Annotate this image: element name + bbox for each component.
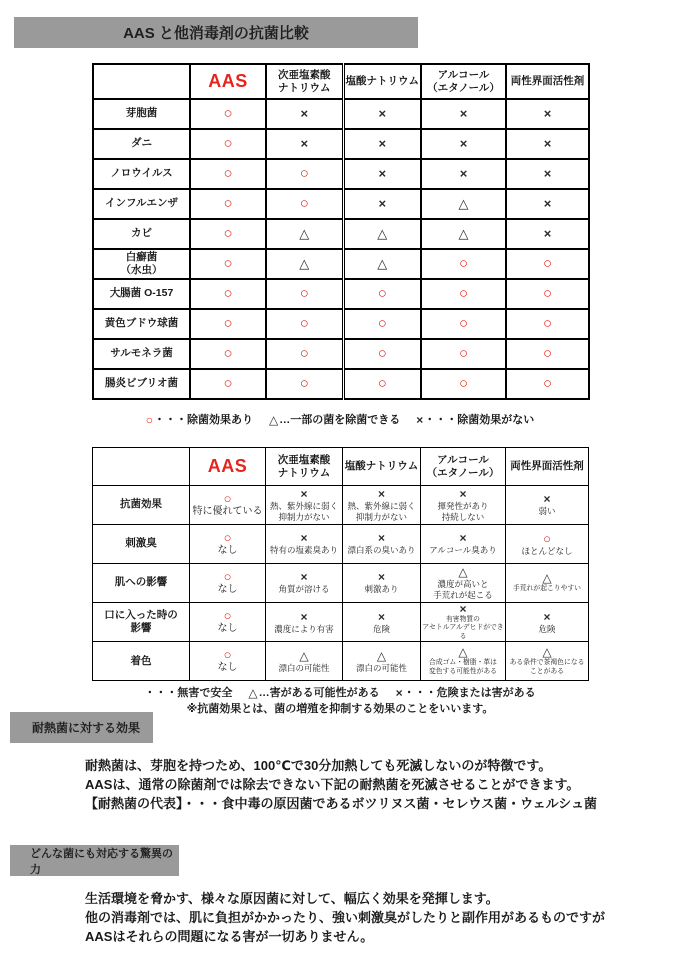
row-label: インフルエンザ [93, 189, 190, 219]
mark-cell [421, 249, 506, 279]
note-text: 有害物質の アセトルアルデヒドができる [422, 616, 504, 640]
note-text: 合成ゴム・樹脂・革は 変色する可能性がある [429, 659, 497, 675]
property-row [93, 486, 589, 525]
property-cell [190, 564, 266, 603]
circle-mark-icon: ○ [542, 285, 553, 302]
cross-mark-icon: × [459, 136, 468, 151]
row-label: 口に入った時の 影響 [93, 603, 190, 642]
cross-mark-icon: × [459, 487, 467, 502]
column-header: AAS [190, 448, 266, 486]
property-row [93, 642, 589, 681]
mark-cell [190, 279, 266, 309]
mark-cell [421, 99, 506, 129]
cross-mark-icon: × [395, 686, 403, 700]
circle-mark-icon: ○ [223, 375, 233, 392]
circle-mark-icon: ○ [223, 608, 232, 624]
cross-mark-icon: × [543, 196, 552, 211]
circle-mark-icon: ○ [458, 315, 469, 332]
mark-cell [421, 279, 506, 309]
triangle-mark-icon: △ [376, 648, 387, 663]
circle-mark-icon: ○ [299, 195, 309, 212]
legend-text: ・・・除菌効果あり [154, 414, 253, 426]
circle-mark-icon: ○ [223, 285, 233, 302]
corner-cell [93, 448, 190, 486]
circle-mark-icon: ○ [223, 105, 233, 122]
legend-item [396, 687, 536, 699]
triangle-mark-icon: △ [269, 413, 279, 427]
cross-mark-icon: × [416, 413, 424, 427]
note-text: なし [217, 623, 238, 635]
circle-mark-icon: ○ [299, 285, 309, 302]
circle-mark-icon: ○ [299, 375, 309, 392]
mark-cell [506, 339, 589, 369]
row-label: 着色 [93, 642, 190, 681]
circle-mark-icon: ○ [542, 375, 553, 392]
note-text: 特有の塩素臭あり [269, 545, 338, 556]
mark-cell [343, 369, 421, 399]
cross-mark-icon: × [300, 106, 309, 121]
property-comparison-table [92, 447, 589, 681]
property-row [93, 525, 589, 564]
note-text: 濃度により有害 [274, 623, 334, 634]
paragraph-line: 【耐熱菌の代表】・・・食中毒の原因菌であるボツリヌス菌・セレウス菌・ウェルシュ菌 [85, 796, 598, 811]
row-label: 抗菌効果 [93, 486, 190, 525]
row-label: ダニ [93, 129, 190, 159]
mark-cell [266, 309, 343, 339]
triangle-mark-icon: △ [458, 645, 468, 660]
column-header: 塩酸ナトリウム [343, 448, 421, 486]
circle-mark-icon: ○ [458, 375, 469, 392]
germ-row [93, 369, 589, 399]
page-title: AAS と他消毒剤の抗菌比較 [123, 25, 309, 42]
mark-cell [266, 339, 343, 369]
footnote: ※抗菌効果とは、菌の増殖を抑制する効果のことをいいます。 [186, 703, 494, 715]
circle-mark-icon: ○ [145, 413, 153, 427]
row-label: 大腸菌 O-157 [93, 279, 190, 309]
mark-cell [343, 249, 421, 279]
power-section-title: どんな菌にも対応する驚異の力 [30, 847, 173, 876]
cross-mark-icon: × [300, 136, 309, 151]
property-cell [190, 486, 266, 525]
circle-mark-icon: ○ [223, 225, 233, 242]
property-row [93, 603, 589, 642]
property-cell [421, 642, 506, 681]
note-text: 角質が溶ける [278, 584, 330, 595]
mark-cell [343, 99, 421, 129]
triangle-mark-icon: △ [542, 645, 552, 660]
note-text: 危険 [372, 623, 390, 634]
mark-cell [190, 189, 266, 219]
germ-row [93, 249, 589, 279]
note-text: 刺激あり [364, 584, 399, 595]
circle-mark-icon: ○ [458, 285, 469, 302]
property-cell [190, 642, 266, 681]
property-cell [421, 603, 506, 642]
mark-cell [343, 159, 421, 189]
germ-comparison-table [92, 63, 590, 400]
power-section-banner [10, 845, 179, 876]
note-text: 弱い [538, 506, 556, 517]
circle-mark-icon: ○ [223, 255, 233, 272]
mark-cell [266, 369, 343, 399]
legend-item [269, 414, 400, 426]
triangle-mark-icon: △ [248, 686, 258, 700]
cross-mark-icon: × [378, 106, 387, 121]
mark-cell [266, 189, 343, 219]
germ-row [93, 159, 589, 189]
cross-mark-icon: × [459, 602, 467, 616]
cross-mark-icon: × [459, 531, 467, 546]
cross-mark-icon: × [300, 531, 308, 546]
germ-row [93, 189, 589, 219]
triangle-mark-icon: △ [458, 226, 469, 241]
note-text: 揮発性があり 持続しない [437, 501, 489, 522]
circle-mark-icon: ○ [542, 255, 553, 272]
property-cell [266, 564, 343, 603]
note-text: 漂白の可能性 [355, 662, 407, 673]
circle-mark-icon: ○ [223, 530, 232, 545]
property-cell [266, 525, 343, 564]
note-text: 熱、紫外線に弱く 抑制力がない [347, 501, 416, 522]
column-header: 両性界面活性剤 [506, 64, 589, 99]
mark-cell [266, 99, 343, 129]
row-label: 白癬菌 （水虫） [93, 249, 190, 279]
mark-cell [421, 189, 506, 219]
mark-cell [266, 249, 343, 279]
cross-mark-icon: × [300, 570, 308, 585]
property-cell [343, 642, 421, 681]
paragraph-line: 耐熱菌は、芽胞を持つため、100℃で30分加熱しても死滅しないのが特徴です。 [85, 758, 552, 773]
property-cell [266, 642, 343, 681]
property-cell [190, 603, 266, 642]
row-label: ノロウイルス [93, 159, 190, 189]
property-cell [343, 564, 421, 603]
triangle-mark-icon: △ [377, 226, 388, 241]
corner-cell [93, 64, 190, 99]
mark-cell [421, 339, 506, 369]
mark-cell [343, 129, 421, 159]
mark-cell [506, 159, 589, 189]
note-text: ほとんどなし [521, 545, 573, 556]
mark-cell [266, 159, 343, 189]
circle-mark-icon: ○ [543, 530, 551, 546]
property-cell [266, 603, 343, 642]
triangle-mark-icon: △ [377, 256, 388, 271]
column-header: アルコール （エタノール） [421, 448, 506, 486]
triangle-mark-icon: △ [299, 226, 310, 241]
circle-mark-icon: ○ [223, 165, 233, 182]
germ-table-legend [92, 411, 588, 427]
circle-mark-icon: ○ [223, 315, 233, 332]
circle-mark-icon: ○ [377, 345, 387, 362]
paragraph-line: 他の消毒剤では、肌に負担がかかったり、強い刺激臭がしたりと副作用があるものですが [85, 910, 606, 925]
title-banner [14, 17, 418, 48]
property-cell [421, 486, 506, 525]
property-cell [343, 603, 421, 642]
cross-mark-icon: × [377, 609, 385, 624]
note-text: 危険 [538, 623, 556, 634]
property-cell [506, 564, 589, 603]
paragraph-line: AASは、通常の除菌剤では除去できない下記の耐熱菌を死滅させることができます。 [85, 777, 580, 792]
property-cell [343, 486, 421, 525]
circle-mark-icon: ○ [299, 165, 309, 182]
cross-mark-icon: × [459, 106, 468, 121]
property-cell [343, 525, 421, 564]
cross-mark-icon: × [543, 166, 552, 181]
mark-cell [190, 219, 266, 249]
cross-mark-icon: × [377, 487, 385, 502]
circle-mark-icon: ○ [377, 375, 387, 392]
circle-mark-icon: ○ [458, 345, 469, 362]
column-header: アルコール （エタノール） [421, 64, 506, 99]
mark-cell [343, 279, 421, 309]
mark-cell [421, 219, 506, 249]
circle-mark-icon: ○ [542, 345, 553, 362]
mark-cell [421, 159, 506, 189]
mark-cell [421, 129, 506, 159]
cross-mark-icon: × [377, 531, 385, 546]
row-label: 腸炎ビブリオ菌 [93, 369, 190, 399]
mark-cell [190, 369, 266, 399]
germ-row [93, 129, 589, 159]
mark-cell [190, 339, 266, 369]
cross-mark-icon: × [543, 609, 551, 624]
mark-cell [343, 219, 421, 249]
circle-mark-icon: ○ [458, 255, 469, 272]
column-header: 次亜塩素酸 ナトリウム [266, 64, 343, 99]
row-label: カビ [93, 219, 190, 249]
cross-mark-icon: × [543, 136, 552, 151]
legend-item [248, 687, 379, 699]
cross-mark-icon: × [459, 166, 468, 181]
table-header-row [93, 64, 589, 99]
germ-row [93, 309, 589, 339]
germ-row [93, 219, 589, 249]
column-header: AAS [190, 64, 266, 99]
cross-mark-icon: × [300, 487, 308, 502]
row-label: 肌への影響 [93, 564, 190, 603]
mark-cell [266, 129, 343, 159]
mark-cell [266, 219, 343, 249]
mark-cell [506, 309, 589, 339]
paragraph-line: AASはそれらの問題になる害が一切ありません。 [85, 929, 374, 944]
triangle-mark-icon: △ [458, 565, 468, 580]
legend-text: ・・・危険または害がある [403, 687, 536, 699]
mark-cell [190, 249, 266, 279]
row-label: サルモネラ菌 [93, 339, 190, 369]
property-cell [421, 525, 506, 564]
cross-mark-icon: × [377, 570, 385, 585]
note-text: なし [217, 584, 238, 595]
mark-cell [190, 99, 266, 129]
note-text: 漂白系の臭いあり [347, 545, 416, 556]
circle-mark-icon: ○ [223, 195, 233, 212]
mark-cell [343, 189, 421, 219]
circle-mark-icon: ○ [542, 315, 553, 332]
row-label: 芽胞菌 [93, 99, 190, 129]
column-header: 次亜塩素酸 ナトリウム [266, 448, 343, 486]
property-cell [266, 486, 343, 525]
note-text: 熱、紫外線に弱く 抑制力がない [269, 501, 338, 522]
triangle-mark-icon: △ [542, 571, 552, 586]
mark-cell [506, 129, 589, 159]
triangle-mark-icon: △ [299, 256, 310, 271]
property-row [93, 564, 589, 603]
note-text: ある条件で茶褐色になる ことがある [509, 659, 585, 675]
mark-cell [506, 249, 589, 279]
circle-mark-icon: ○ [223, 135, 233, 152]
mark-cell [190, 159, 266, 189]
legend-text: …害がある可能性がある [258, 687, 380, 699]
note-text: アルコール臭あり [429, 545, 497, 556]
note-text: 漂白の可能性 [278, 662, 330, 673]
circle-mark-icon: ○ [377, 315, 387, 332]
cross-mark-icon: × [378, 196, 387, 211]
legend-item [416, 414, 534, 426]
mark-cell [506, 99, 589, 129]
legend-text: …一部の菌を除菌できる [279, 414, 401, 426]
note-text: 手荒れが起こりやすい [513, 585, 581, 593]
circle-mark-icon: ○ [223, 647, 232, 663]
germ-row [93, 99, 589, 129]
property-table-legend [92, 684, 588, 700]
note-text: 特に優れている [192, 506, 263, 517]
cross-mark-icon: × [543, 106, 552, 121]
legend-item [146, 414, 253, 426]
row-label: 刺激臭 [93, 525, 190, 564]
heat-section-paragraph [85, 756, 597, 813]
mark-cell [266, 279, 343, 309]
circle-mark-icon: ○ [299, 345, 309, 362]
power-section-paragraph [85, 889, 605, 946]
property-cell [506, 603, 589, 642]
mark-cell [506, 369, 589, 399]
property-cell [506, 525, 589, 564]
circle-mark-icon: ○ [223, 569, 232, 584]
cross-mark-icon: × [378, 136, 387, 151]
cross-mark-icon: × [543, 492, 551, 507]
mark-cell [506, 219, 589, 249]
legend-text: ・・・除菌効果がない [424, 414, 535, 426]
property-cell [506, 486, 589, 525]
table-header-row [93, 448, 589, 486]
cross-mark-icon: × [300, 609, 308, 624]
legend-item [144, 687, 232, 699]
note-text: なし [217, 662, 238, 674]
circle-mark-icon: ○ [223, 345, 233, 362]
paragraph-line: 生活環境を脅かす、様々な原因菌に対して、幅広く効果を発揮します。 [85, 891, 499, 906]
mark-cell [190, 129, 266, 159]
note-text: 濃度が高いと 手荒れが起こる [433, 579, 493, 600]
mark-cell [421, 369, 506, 399]
circle-mark-icon: ○ [223, 491, 232, 506]
row-label: 黄色ブドウ球菌 [93, 309, 190, 339]
mark-cell [343, 309, 421, 339]
mark-cell [190, 309, 266, 339]
note-text: なし [217, 545, 238, 556]
property-cell [506, 642, 589, 681]
triangle-mark-icon: △ [299, 648, 309, 663]
heat-section-banner [10, 712, 153, 743]
mark-cell [506, 189, 589, 219]
legend-text: ・・・無害で安全 [144, 687, 233, 699]
property-cell [190, 525, 266, 564]
cross-mark-icon: × [378, 166, 387, 181]
mark-cell [421, 309, 506, 339]
mark-cell [506, 279, 589, 309]
heat-section-title: 耐熱菌に対する効果 [32, 721, 141, 735]
circle-mark-icon: ○ [377, 285, 387, 302]
mark-cell [343, 339, 421, 369]
circle-mark-icon: ○ [299, 315, 309, 332]
property-cell [421, 564, 506, 603]
triangle-mark-icon: △ [458, 196, 469, 211]
germ-row [93, 279, 589, 309]
cross-mark-icon: × [543, 226, 552, 241]
germ-row [93, 339, 589, 369]
column-header: 両性界面活性剤 [506, 448, 589, 486]
column-header: 塩酸ナトリウム [343, 64, 421, 99]
